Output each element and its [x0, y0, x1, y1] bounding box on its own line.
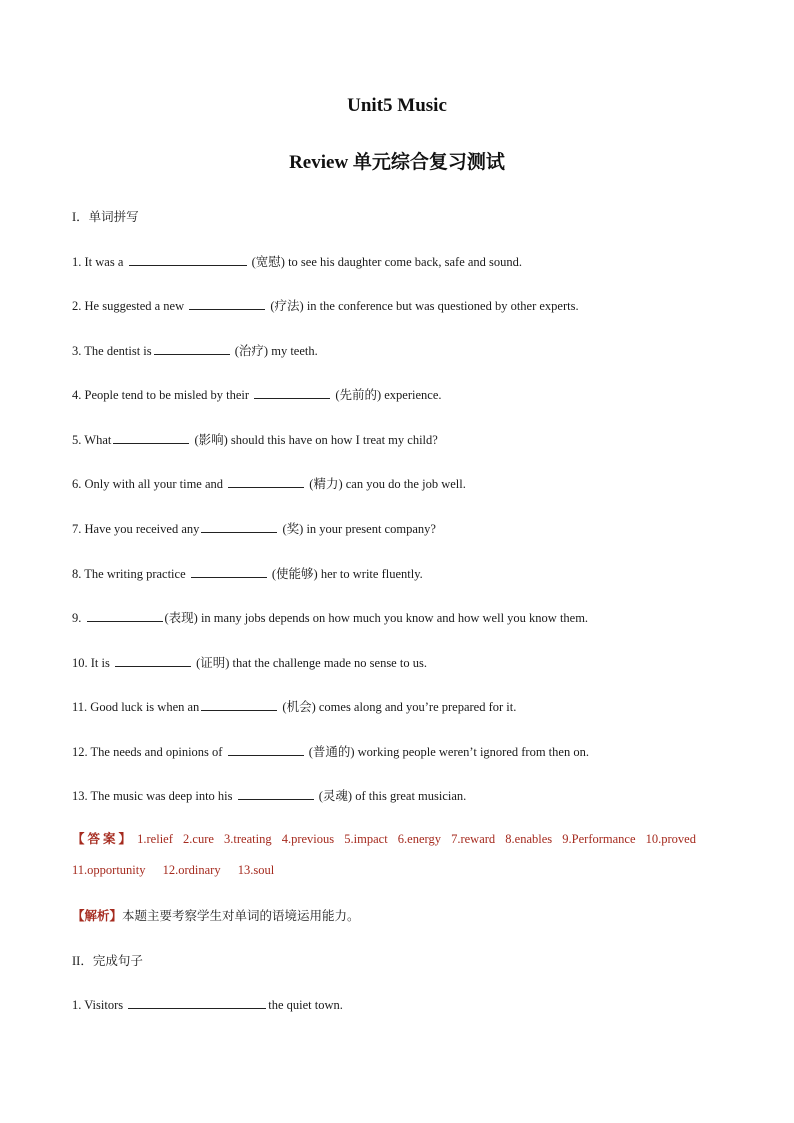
answer-blank: [228, 475, 304, 488]
question-2: [72, 297, 579, 314]
answer-blank: [201, 520, 277, 533]
question-text-end: the quiet town.: [268, 998, 343, 1012]
question-text: 6. Only with all your time and: [72, 477, 227, 491]
answer-item: 6.energy: [397, 832, 441, 846]
answer-item: 12.ordinary: [162, 863, 221, 877]
analysis-label: 【解析】: [72, 909, 123, 923]
question-text: 8. The writing practice: [72, 567, 189, 581]
question-12: [72, 743, 589, 760]
section-heading-sentences: II．完成句子: [72, 954, 143, 968]
answer-blank: [238, 787, 314, 800]
answer-label: 【答案】: [72, 832, 135, 846]
answer-blank: [129, 253, 247, 266]
sentence-question-1: [72, 996, 343, 1013]
question-hint: (精力) can you do the job well.: [306, 477, 466, 491]
answer-key: [72, 824, 740, 886]
answer-item: 10.proved: [645, 832, 696, 846]
answer-item: 3.treating: [224, 832, 272, 846]
question-hint: (先前的) experience.: [332, 388, 442, 402]
question-text: 3. The dentist is: [72, 344, 152, 358]
question-text: 13. The music was deep into his: [72, 789, 236, 803]
answer-blank: [113, 431, 189, 444]
question-text: 5. What: [72, 433, 112, 447]
question-text: 12. The needs and opinions of: [72, 745, 226, 759]
question-hint: (机会) comes along and you’re prepared for it.: [279, 700, 517, 714]
question-hint: (表现) in many jobs depends on how much you know and how well you know them.: [164, 611, 589, 625]
question-11: [72, 698, 516, 715]
question-text: 9.: [72, 611, 85, 625]
question-7: [72, 520, 436, 537]
answer-item: 8.enables: [505, 832, 553, 846]
question-hint: (宽慰) to see his daughter come back, safe and sound.: [248, 255, 523, 269]
question-text: 4. People tend to be misled by their: [72, 388, 253, 402]
answer-item: 4.previous: [281, 832, 335, 846]
question-hint: (影响) should this have on how I treat my child?: [191, 433, 438, 447]
question-hint: (灵魂) of this great musician.: [315, 789, 467, 803]
question-8: [72, 565, 423, 582]
question-4: [72, 386, 442, 403]
question-1: [72, 253, 522, 270]
answer-blank: [228, 743, 304, 756]
answer-blank: [254, 386, 330, 399]
answer-blank: [201, 698, 277, 711]
answer-item: 11.opportunity: [72, 863, 146, 877]
question-9: [72, 609, 588, 626]
question-hint: (普通的) working people weren’t ignored from then on.: [305, 745, 589, 759]
answer-blank: [189, 297, 265, 310]
page-subtitle: Review 单元综合复习测试: [289, 152, 505, 173]
answer-blank: [128, 996, 266, 1009]
answer-blank: [154, 342, 230, 355]
question-text: 1. It was a: [72, 255, 127, 269]
question-5: [72, 431, 438, 448]
question-text: 11. Good luck is when an: [72, 700, 200, 714]
question-hint: (治疗) my teeth.: [231, 344, 318, 358]
question-text: 1. Visitors: [72, 998, 127, 1012]
question-hint: (疗法) in the conference but was questioned by other experts.: [267, 299, 579, 313]
answer-item: 1.relief: [137, 832, 173, 846]
question-hint: (奖) in your present company?: [279, 522, 436, 536]
analysis-note: [72, 906, 360, 924]
answer-blank: [115, 654, 191, 667]
question-text: 2. He suggested a new: [72, 299, 188, 313]
question-10: [72, 654, 427, 671]
answer-item: 7.reward: [451, 832, 496, 846]
answer-item: 2.cure: [183, 832, 214, 846]
question-3: [72, 342, 318, 359]
question-text: 10. It is: [72, 656, 113, 670]
answer-item: 9.Performance: [562, 832, 636, 846]
question-text: 7. Have you received any: [72, 522, 200, 536]
answer-blank: [87, 609, 163, 622]
section-heading-spelling: I．单词拼写: [72, 210, 139, 224]
analysis-text: 本题主要考察学生对单词的语境运用能力。: [122, 909, 360, 923]
answer-item: 5.impact: [344, 832, 388, 846]
answer-blank: [191, 565, 267, 578]
question-13: [72, 787, 466, 804]
question-hint: (证明) that the challenge made no sense to us.: [192, 656, 427, 670]
question-hint: (使能够) her to write fluently.: [268, 567, 423, 581]
question-6: [72, 475, 466, 492]
page-title: Unit5 Music: [347, 95, 447, 116]
answer-item: 13.soul: [237, 863, 275, 877]
